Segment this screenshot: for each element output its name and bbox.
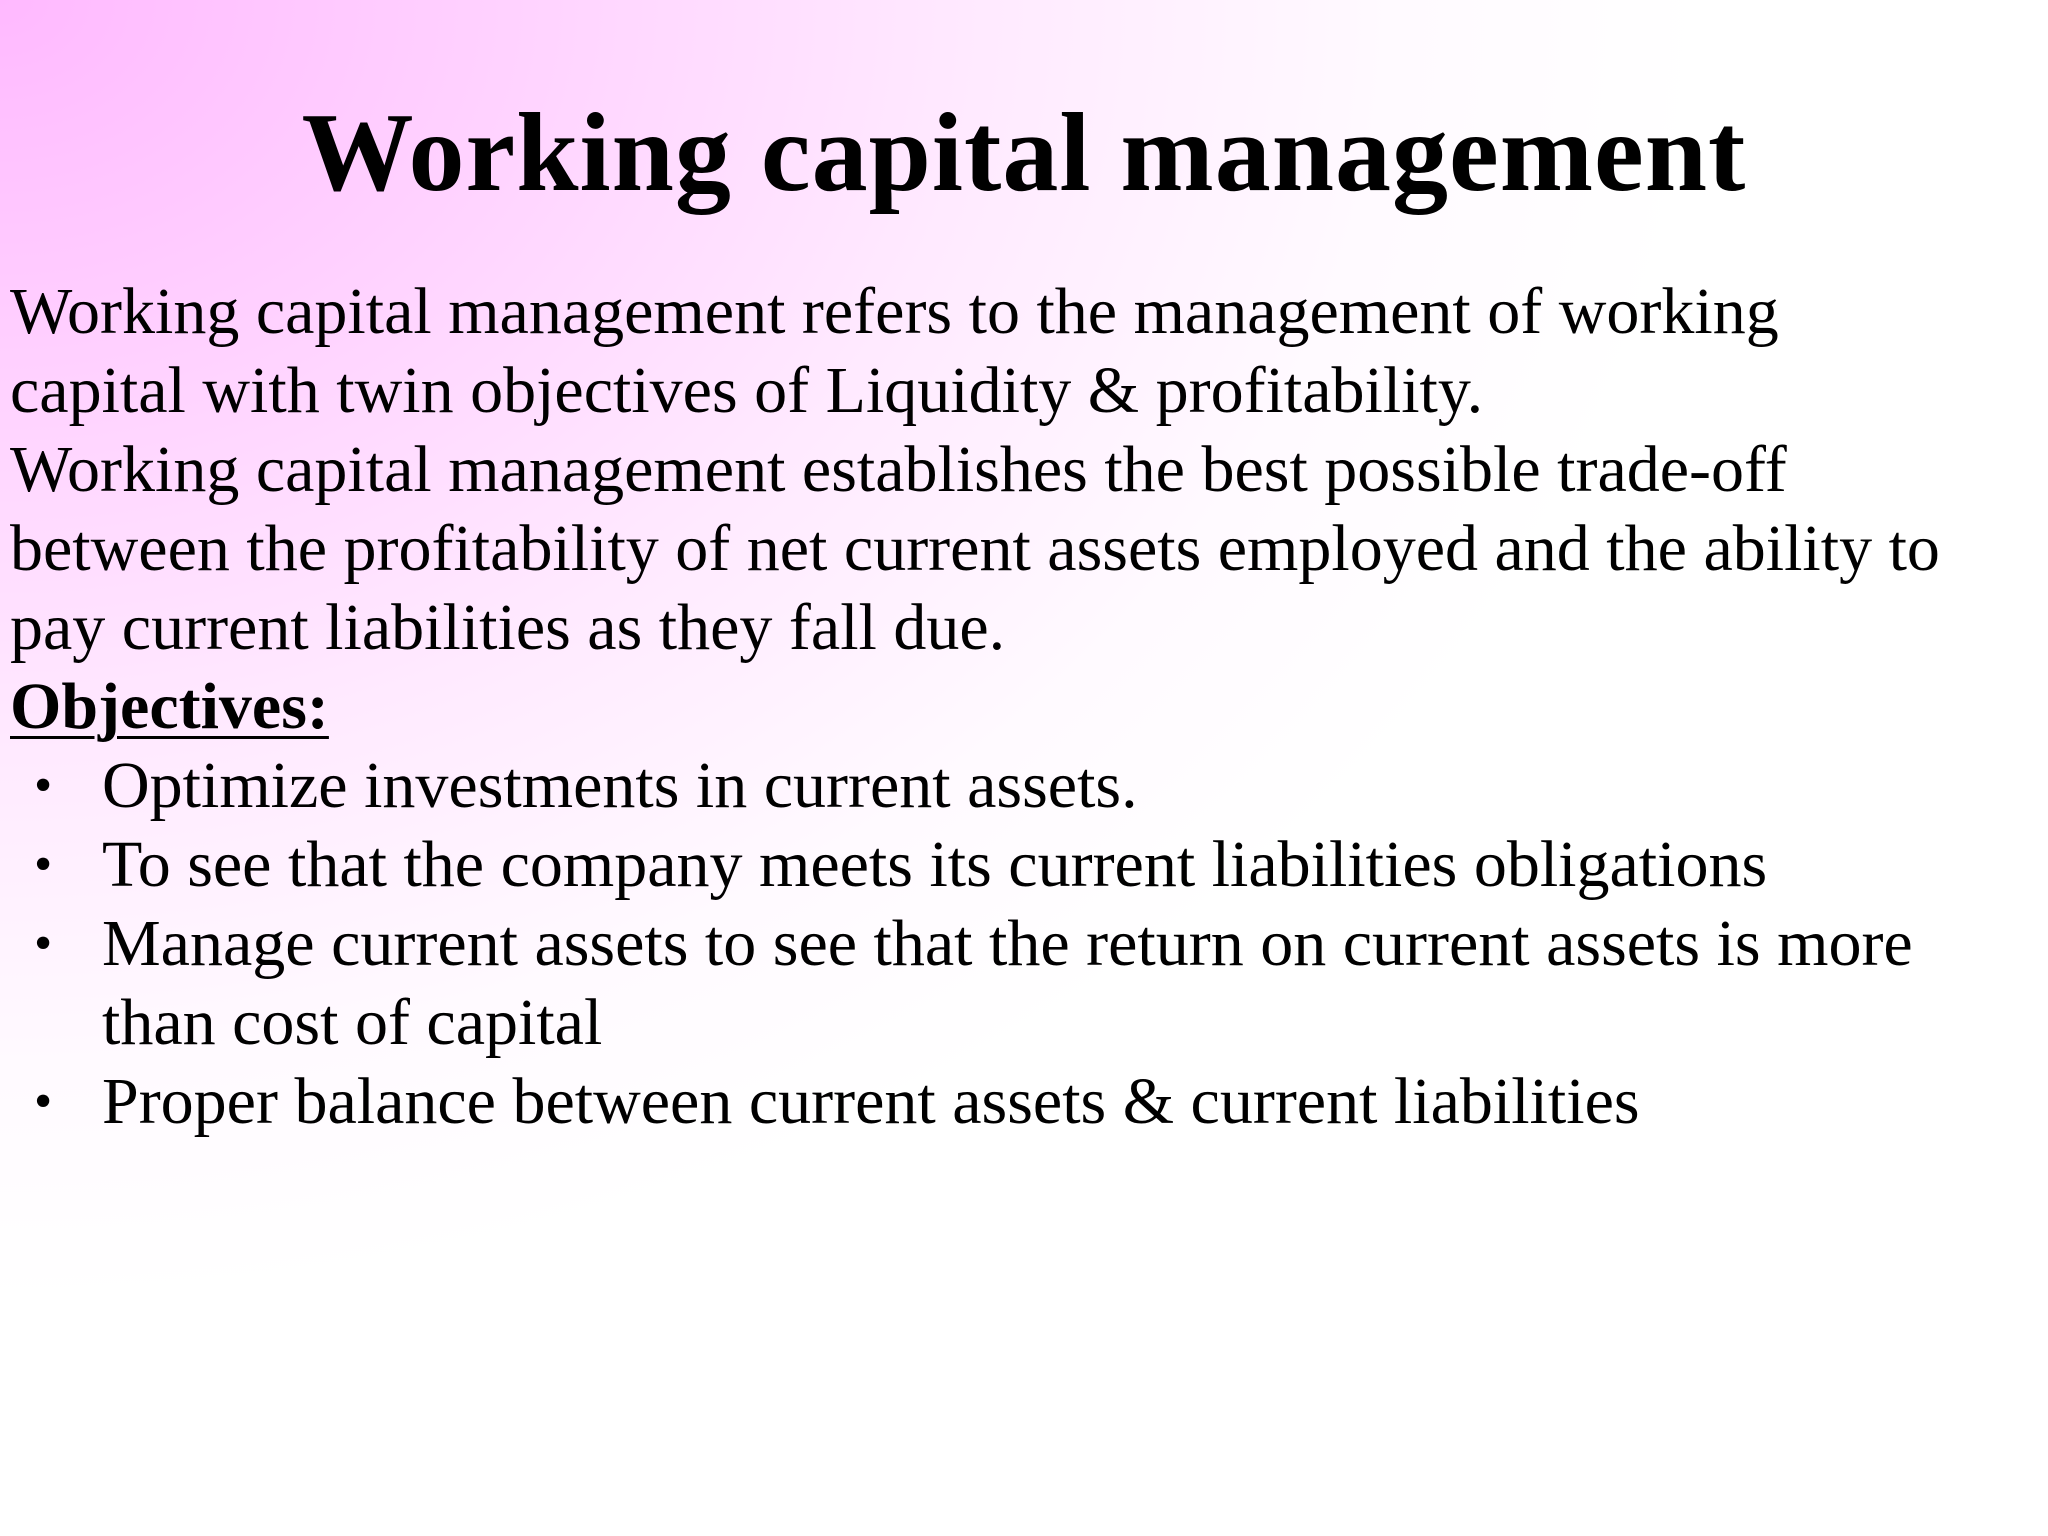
paragraph-line: between the profitability of net current assets employed and the ability to	[10, 512, 1940, 585]
bullet-icon: •	[34, 915, 53, 972]
bullet-icon: •	[34, 1073, 53, 1130]
slide-body	[10, 272, 2040, 1141]
objectives-heading: Objectives:	[10, 670, 329, 743]
list-item-text: Proper balance between current assets & current liabilities	[102, 1065, 1640, 1138]
paragraph-line: capital with twin objectives of Liquidity & profitability.	[10, 354, 1484, 427]
list-item	[10, 1062, 2040, 1141]
list-item-text: Manage current assets to see that the return on current assets is more	[102, 907, 1913, 980]
list-item-text: Optimize investments in current assets.	[102, 749, 1138, 822]
bullet-icon: •	[34, 836, 53, 893]
list-item	[10, 746, 2040, 825]
slide-title: Working capital management	[301, 91, 1747, 215]
list-item	[10, 904, 2040, 1062]
paragraph-line: pay current liabilities as they fall due.	[10, 591, 1006, 664]
paragraph-line: Working capital management refers to the management of working	[10, 275, 1779, 348]
list-item-text: than cost of capital	[102, 986, 603, 1059]
list-item-text: To see that the company meets its current liabilities obligations	[102, 828, 1768, 901]
objectives-list	[10, 746, 2040, 1141]
list-item	[10, 825, 2040, 904]
bullet-icon: •	[34, 757, 53, 814]
paragraph-line: Working capital management establishes the best possible trade-off	[10, 433, 1787, 506]
